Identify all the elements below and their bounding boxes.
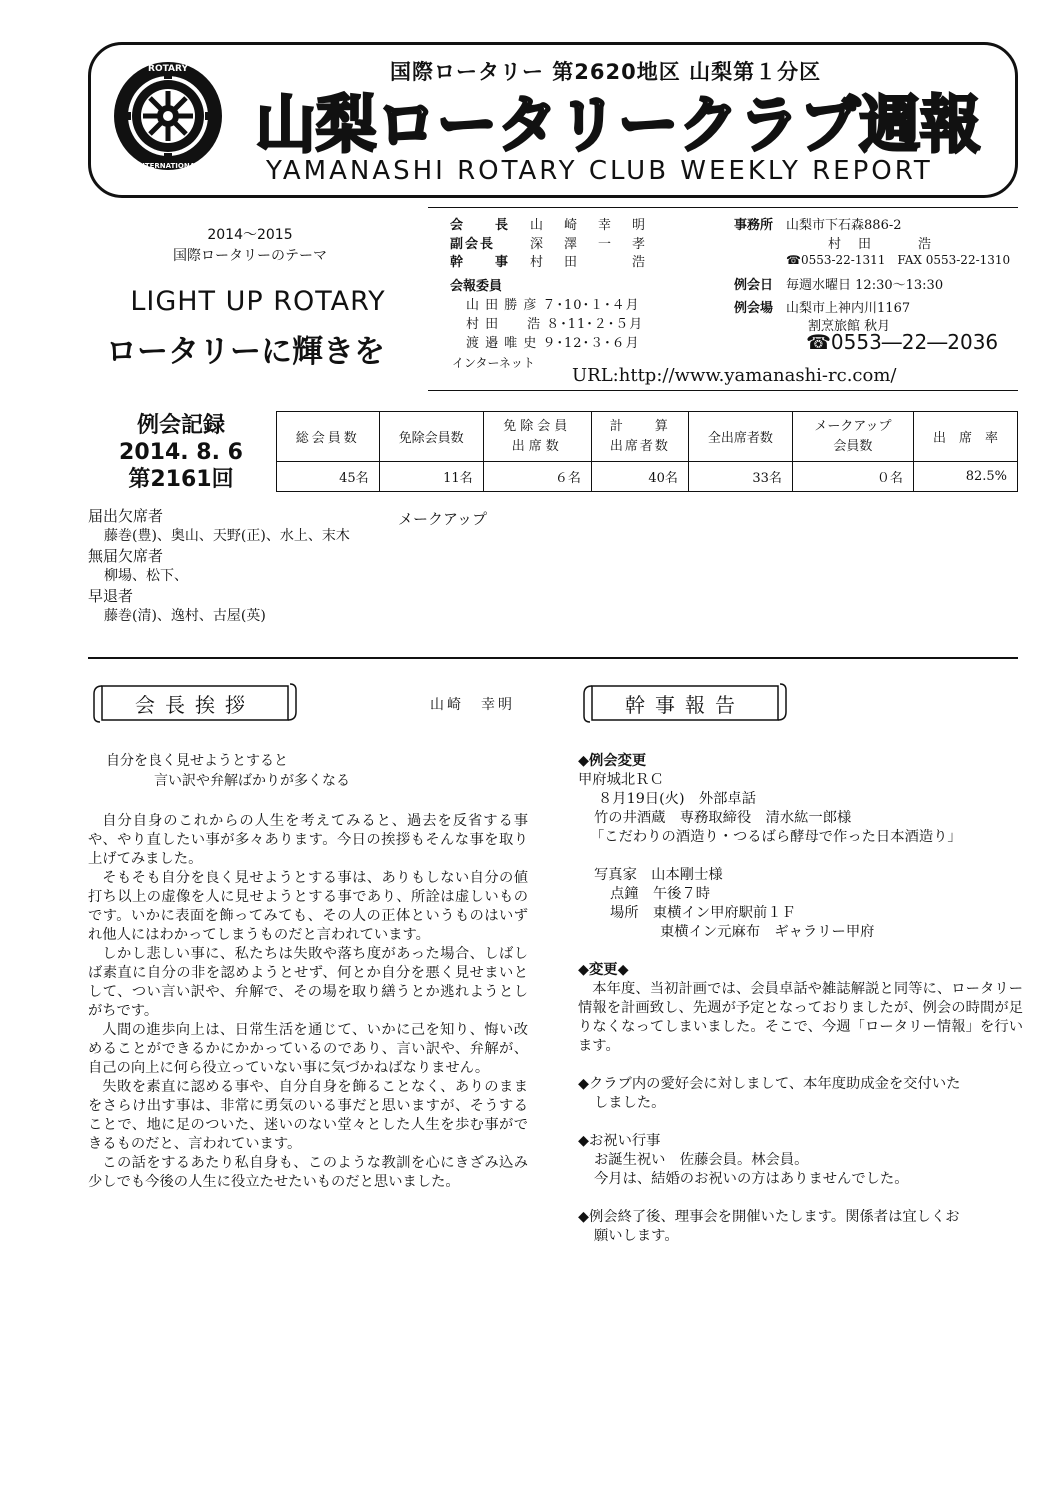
officer-name: 深 澤 一 孝 [530,237,650,252]
talk-date: ８月19日(火) 外部卓話 [598,791,757,807]
reported-absent-label: 届出欠席者 [88,507,164,525]
value-cell: 40名 [591,462,688,492]
district-heading: 国際ロータリー 第2620地区 山梨第１分区 [390,60,822,84]
venue-address: 山梨市上神内川1167 [786,301,911,316]
anniversary-line: 今月は、結婚のお祝いの方はありませんでした。 [594,1171,909,1187]
header-cell: メークアップ 会員数 [792,412,913,462]
venue-row [734,297,910,316]
header-cell: 計 算 出席者数 [591,412,688,462]
office-address: 山梨市下石森886-2 [786,218,902,233]
venue-label: 例会場 [734,301,774,316]
secretary-report [578,752,1023,1246]
unreported-absent-label: 無届欠席者 [88,547,164,565]
header-cell: 免除会員 出席数 [483,412,591,462]
record-number: 第2161回 [128,467,234,492]
officers-bottom-rule [428,390,1018,391]
office-phone: ☎0553-22-1311 FAX 0553-22-1310 [786,253,1011,267]
officer-role: 副会長 [450,237,496,252]
absence-list [88,506,350,626]
club-grant-line-1: ◆クラブ内の愛好会に対しまして、本年度助成金を交付いた [578,1076,961,1092]
unreported-absent: 柳場、松下、 [104,568,188,584]
early-leave-label: 早退者 [88,587,134,605]
rotary-logo [112,60,224,172]
board-meeting-line-2: 願いします。 [594,1228,679,1244]
header-cell: 出 席 率 [913,412,1017,462]
committee-member: 渡 邉 唯 史 ９･12･３･６月 [466,336,640,351]
meeting-day-row [734,274,943,293]
value-cell: 33名 [688,462,792,492]
reported-absent: 藤巻(豊)、奥山、天野(正)、水上、末木 [104,528,350,544]
meeting-day-label: 例会日 [734,278,774,293]
section-divider [88,657,1018,659]
headline-line-2: 言い訳や弁解ばかりが多くなる [154,773,350,789]
venue-phone: ☎0553―22―2036 [806,330,999,354]
newsletter-subtitle: YAMANASHI ROTARY CLUB WEEKLY REPORT [266,156,933,186]
officer-name: 山 崎 幸 明 [530,218,650,233]
article-paragraph: そもそも自分を良く見せようとする事は、ありもしない自分の値打ち以上の虚像を人に見せようとする事であり、所詮は虚しいものです。いかに表面を飾ってみても、その人の正体というものはいずれ他人にはわかってしまうものだと言われています。 [88,870,528,943]
header-cell: 全出席者数 [688,412,792,462]
board-meeting-line-1: ◆例会終了後、理事会を開催いたします。関係者は宜しくお [578,1209,960,1225]
committee-member: 村 田 浩 ８･11･２･５月 [466,317,644,332]
officer-vice-president [450,233,649,252]
header-cell: 免除会員数 [379,412,483,462]
president-headline [106,751,350,791]
early-leave: 藤巻(清)、逸村、古屋(英) [104,608,266,624]
club-grant-line-2: しました。 [594,1095,666,1111]
meeting-day: 毎週水曜日 12:30～13:30 [786,278,944,293]
logo-text-bottom: INTERNATIONAL [136,162,200,170]
internet-label: インターネット [452,356,535,370]
office-person: 村 田 浩 [828,237,934,252]
record-title: 例会記録 [136,413,225,438]
venue-line-1: 場所 東横イン甲府駅前１Ｆ [610,905,796,921]
change-notice-text: 本年度、当初計画では、会員卓話や雑誌解説と同等に、ロータリー情報を計画致し、先週が予定となっておりましたが、例会の時間が足りなくなってしまいました。そこで、今週「ロータリー情報」を行います。 [578,981,1023,1054]
attendance-header-row [277,412,1018,462]
officer-role: 幹 事 [450,255,511,270]
venue-name: 割烹旅館 秋月 [808,319,891,334]
bell-time: 点鐘 午後７時 [610,886,711,902]
meeting-record [96,412,266,493]
value-cell: 45名 [277,462,380,492]
president-banner [92,680,298,724]
header-cell: 総会員数 [277,412,380,462]
record-date: 2014. 8. 6 [119,440,243,465]
president-banner-title: 会長挨拶 [135,693,255,717]
venue-line-2: 東横イン元麻布 ギャラリー甲府 [660,924,875,940]
president-article [88,812,528,1192]
attendance-value-row [277,462,1018,492]
club-name: 甲府城北ＲＣ [578,772,664,788]
theme-japanese: ロータリーに輝きを [106,334,385,370]
secretary-banner-title: 幹事報告 [625,693,745,717]
officer-secretary [450,251,649,270]
change-heading: ◆例会変更 [578,753,647,769]
birthday-line: お誕生祝い 佐藤会員。林会員。 [594,1152,809,1168]
photographer: 写真家 山本剛士様 [594,867,723,883]
officer-name: 村 田 浩 [530,255,650,270]
newsletter-title [248,86,988,158]
theme-english: LIGHT UP ROTARY [130,286,386,317]
officer-role: 会 長 [450,218,511,233]
newsletter-title-text: 山梨ロータリークラブ週報 [255,88,981,158]
website-url[interactable]: URL:http://www.yamanashi‐rc.com/ [572,365,897,386]
value-cell: ６名 [483,462,591,492]
value-cell: 82.5% [913,462,1017,492]
attendance-table [276,411,1018,492]
office-label: 事務所 [734,218,774,233]
theme-label: 国際ロータリーのテーマ [173,248,327,264]
committee-label: 会報委員 [450,279,503,294]
value-cell: ０名 [792,462,913,492]
officers-top-rule [428,207,1018,208]
value-cell: 11名 [379,462,483,492]
president-name: 山崎 幸明 [430,697,515,713]
makeup-label: メークアップ [398,510,487,528]
article-paragraph: この話をするあたり私自身も、このような教訓を心にきざみ込み少しでも今後の人生に役立たせたいものだと思いました。 [88,1155,528,1190]
article-paragraph: 人間の進歩向上は、日常生活を通じて、いかに己を知り、悔い改めることができるかにかかっているのであり、言い訳や、弁解が、自己の向上に何ら役立っていない事に気づかねばなりません。 [88,1022,528,1076]
talk-speaker: 竹の井酒蔵 専務取締役 清水紘一郎様 [594,810,852,826]
secretary-banner [582,680,788,724]
change-notice-heading: ◆変更◆ [578,962,629,978]
officer-president [450,214,649,233]
article-paragraph: 自分自身のこれからの人生を考えてみると、過去を反省する事や、やり直したい事が多々あります。今日の挨拶もそんな事を取り上げてみました。 [88,813,528,867]
article-paragraph: しかし悲しい事に、私たちは失敗や落ち度があった場合、しばしば素直に自分の非を認めようとせず、何とか自分を悪く見せまいとして、つい言い訳や、弁解で、その場を取り繕うとか逃れようとしがちです。 [88,946,528,1019]
talk-title: 「こだわりの酒造り・つるばら酵母で作った日本酒造り」 [590,829,962,845]
office-row [734,214,902,233]
committee-member: 山 田 勝 彦 ７･10･１･４月 [466,298,640,313]
theme-year: 2014～2015 [207,227,293,243]
celebration-heading: ◆お祝い行事 [578,1133,661,1149]
article-paragraph: 失敗を素直に認める事や、自分自身を飾ることなく、ありのままをさらけ出す事は、非常に勇気のいる事だと思いますが、そうすることで、地に足のついた、迷いのない堂々とした人生を歩む事ができるものだと、言われています。 [88,1079,528,1152]
logo-text-top: ROTARY [148,64,188,74]
headline-line-1: 自分を良く見せようとすると [106,753,288,769]
